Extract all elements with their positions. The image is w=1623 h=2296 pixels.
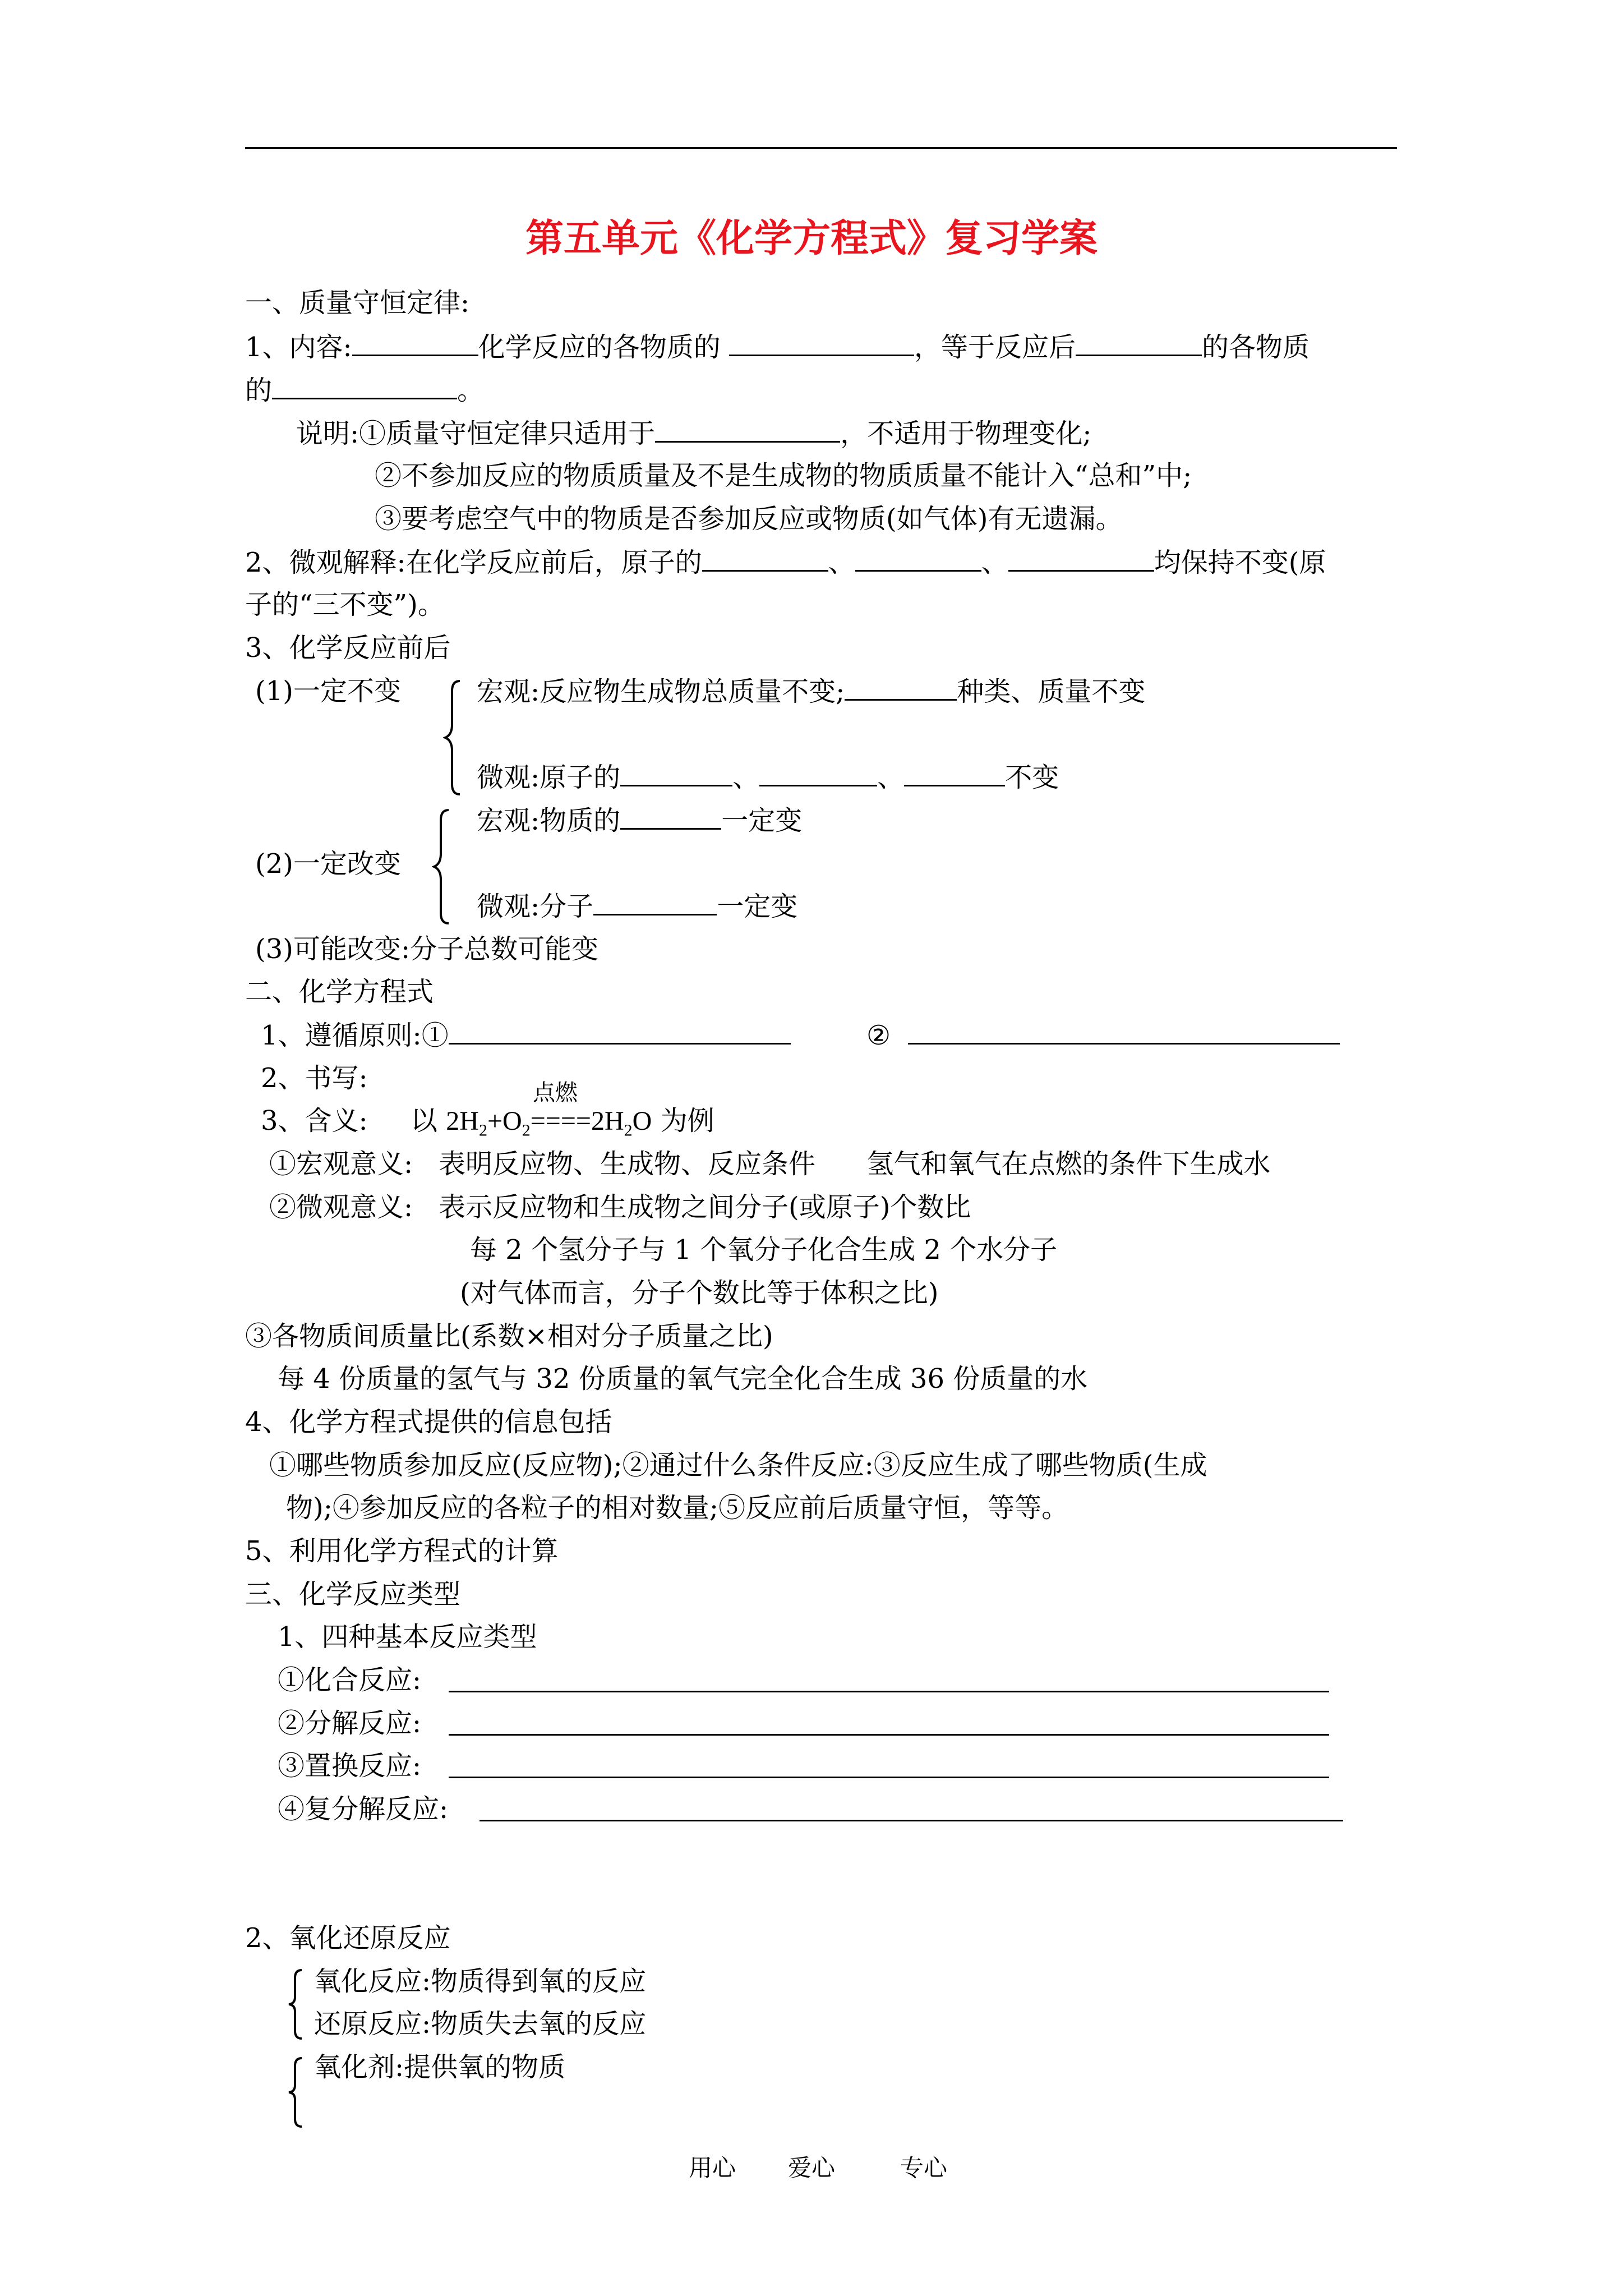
principle-text: ②	[866, 1020, 891, 1051]
header-rule	[245, 147, 1397, 149]
blank	[729, 330, 914, 356]
page-title: 第五单元《化学方程式》复习学案	[525, 216, 1098, 261]
decomposition-label: ②分解反应:	[278, 1708, 422, 1739]
note-1	[296, 416, 1091, 450]
brace-change	[432, 808, 454, 926]
micro-explain-line-1	[245, 545, 1326, 579]
constant-label: (1)一定不变	[255, 675, 401, 707]
blank	[1076, 330, 1202, 356]
content-text: 化学反应的各物质的	[478, 332, 721, 363]
before-after-heading: 3、化学反应前后	[245, 632, 451, 664]
blank	[845, 674, 957, 701]
change-label: (2)一定改变	[255, 848, 401, 880]
footer-aixin: 爱心	[788, 2154, 836, 2182]
micro-text: 微观:原子的	[477, 762, 621, 793]
info-line-2: 物);④参加反应的各粒子的相对数量;⑤反应前后质量守恒，等等。	[286, 1492, 1069, 1524]
blank	[1008, 545, 1154, 572]
content-text: 。	[457, 375, 485, 406]
content-line-2	[245, 373, 484, 407]
redox-heading: 2、氧化还原反应	[245, 1922, 451, 1954]
blank	[449, 1018, 791, 1045]
reaction-condition: 点燃	[533, 1080, 578, 1106]
separator: 、	[732, 762, 760, 793]
writing-line: 2、书写:	[261, 1062, 368, 1094]
constant-micro	[477, 760, 1059, 794]
footer-yongxin: 用心	[689, 2154, 736, 2182]
principle-2	[866, 1018, 1340, 1052]
macro-text: 一定变	[721, 805, 803, 836]
mass-ratio: ③各物质间质量比(系数×相对分子质量之比)	[245, 1320, 773, 1352]
micro-text: 均保持不变(原	[1154, 547, 1326, 578]
double-decomposition-label: ④复分解反应:	[278, 1793, 449, 1825]
meaning-text: 表示反应物和生成物之间分子(或原子)个数比	[438, 1191, 971, 1223]
chemical-equation: $2H_2+O_2====2H_2O$	[446, 1106, 652, 1140]
meaning-label: ②微观意义:	[269, 1191, 413, 1223]
content-line-1	[245, 330, 1310, 364]
macro-text: 宏观:物质的	[477, 805, 621, 836]
meaning-text: 表明反应物、生成物、反应条件	[438, 1148, 815, 1180]
combination-blank	[449, 1691, 1329, 1692]
combination-label: ①化合反应:	[278, 1664, 422, 1696]
change-macro	[477, 803, 802, 838]
footer-zhuanxin: 专心	[900, 2154, 948, 2182]
section-2-heading: 二、化学方程式	[245, 976, 434, 1007]
meaning-text: 以	[411, 1105, 438, 1137]
displacement-blank	[449, 1777, 1329, 1778]
content-text: 的	[245, 375, 273, 406]
info-line-1: ①哪些物质参加反应(反应物);②通过什么条件反应:③反应生成了哪些物质(生成	[269, 1450, 1207, 1481]
principle-text: 1、遵循原则:①	[261, 1020, 449, 1051]
change-micro	[477, 889, 797, 923]
constant-macro	[477, 674, 1145, 708]
macro-text: 宏观:反应物生成物总质量不变;	[477, 676, 845, 707]
brace-redox	[286, 1968, 306, 2041]
content-text: 的各物质	[1202, 332, 1310, 363]
micro-text: 不变	[1005, 762, 1059, 793]
meaning-text: 氢气和氧气在点燃的条件下生成水	[866, 1148, 1271, 1180]
principle-line	[261, 1018, 791, 1052]
meaning-label: 3、含义:	[261, 1105, 368, 1137]
note-text: 说明:①质量守恒定律只适用于	[296, 418, 656, 449]
meaning-text: 为例	[660, 1105, 714, 1137]
content-label: 1、内容:	[245, 332, 352, 363]
micro-meaning	[269, 1190, 971, 1224]
blank	[855, 545, 981, 572]
calc-heading: 5、利用化学方程式的计算	[245, 1535, 559, 1567]
section-3-heading: 三、化学反应类型	[245, 1579, 461, 1610]
note-text: ，不适用于物理变化;	[840, 418, 1092, 449]
meaning-label: ①宏观意义:	[269, 1148, 413, 1180]
micro-note: (对气体而言，分子个数比等于体积之比)	[460, 1277, 939, 1309]
note-3: ③要考虑空气中的物质是否参加反应或物质(如气体)有无遗漏。	[375, 503, 1123, 535]
macro-meaning	[269, 1147, 1271, 1181]
brace-constant	[443, 679, 465, 797]
micro-text: 一定变	[717, 891, 798, 922]
meaning-line	[261, 1104, 714, 1148]
brace-agent	[286, 2056, 306, 2129]
double-decomposition-blank	[479, 1820, 1343, 1821]
content-text: ，等于反应后	[914, 332, 1076, 363]
basic-types-heading: 1、四种基本反应类型	[278, 1621, 537, 1653]
macro-text: 种类、质量不变	[957, 676, 1146, 707]
blank	[655, 416, 840, 443]
micro-example: 每 2 个氢分子与 1 个氧分子化合生成 2 个水分子	[470, 1234, 1058, 1266]
blank	[908, 1018, 1340, 1045]
blank	[620, 803, 721, 830]
blank	[904, 760, 1005, 786]
micro-text: 微观:分子	[477, 891, 594, 922]
maybe-change: (3)可能改变:分子总数可能变	[255, 933, 599, 965]
reduction-reaction: 还原反应:物质失去氧的反应	[314, 2008, 647, 2040]
separator: 、	[877, 762, 905, 793]
blank	[272, 373, 457, 399]
separator: 、	[828, 547, 855, 578]
decomposition-blank	[449, 1734, 1329, 1736]
oxidation-reaction: 氧化反应:物质得到氧的反应	[314, 1966, 647, 1997]
blank	[620, 760, 732, 786]
blank	[352, 330, 478, 356]
info-heading: 4、化学方程式提供的信息包括	[245, 1406, 612, 1438]
blank	[593, 889, 717, 915]
oxidizing-agent: 氧化剂:提供氧的物质	[314, 2051, 566, 2083]
section-1-heading: 一、质量守恒定律:	[245, 287, 470, 319]
separator: 、	[981, 547, 1008, 578]
micro-explain-line-2: 子的“三不变”)。	[245, 589, 445, 620]
micro-text: 2、微观解释:在化学反应前后，原子的	[245, 547, 702, 578]
note-2: ②不参加反应的物质质量及不是生成物的物质质量不能计入“总和”中;	[375, 460, 1192, 491]
blank	[702, 545, 828, 572]
displacement-label: ③置换反应:	[278, 1750, 422, 1782]
mass-ratio-example: 每 4 份质量的氢气与 32 份质量的氧气完全化合生成 36 份质量的水	[278, 1363, 1088, 1395]
blank	[759, 760, 877, 786]
